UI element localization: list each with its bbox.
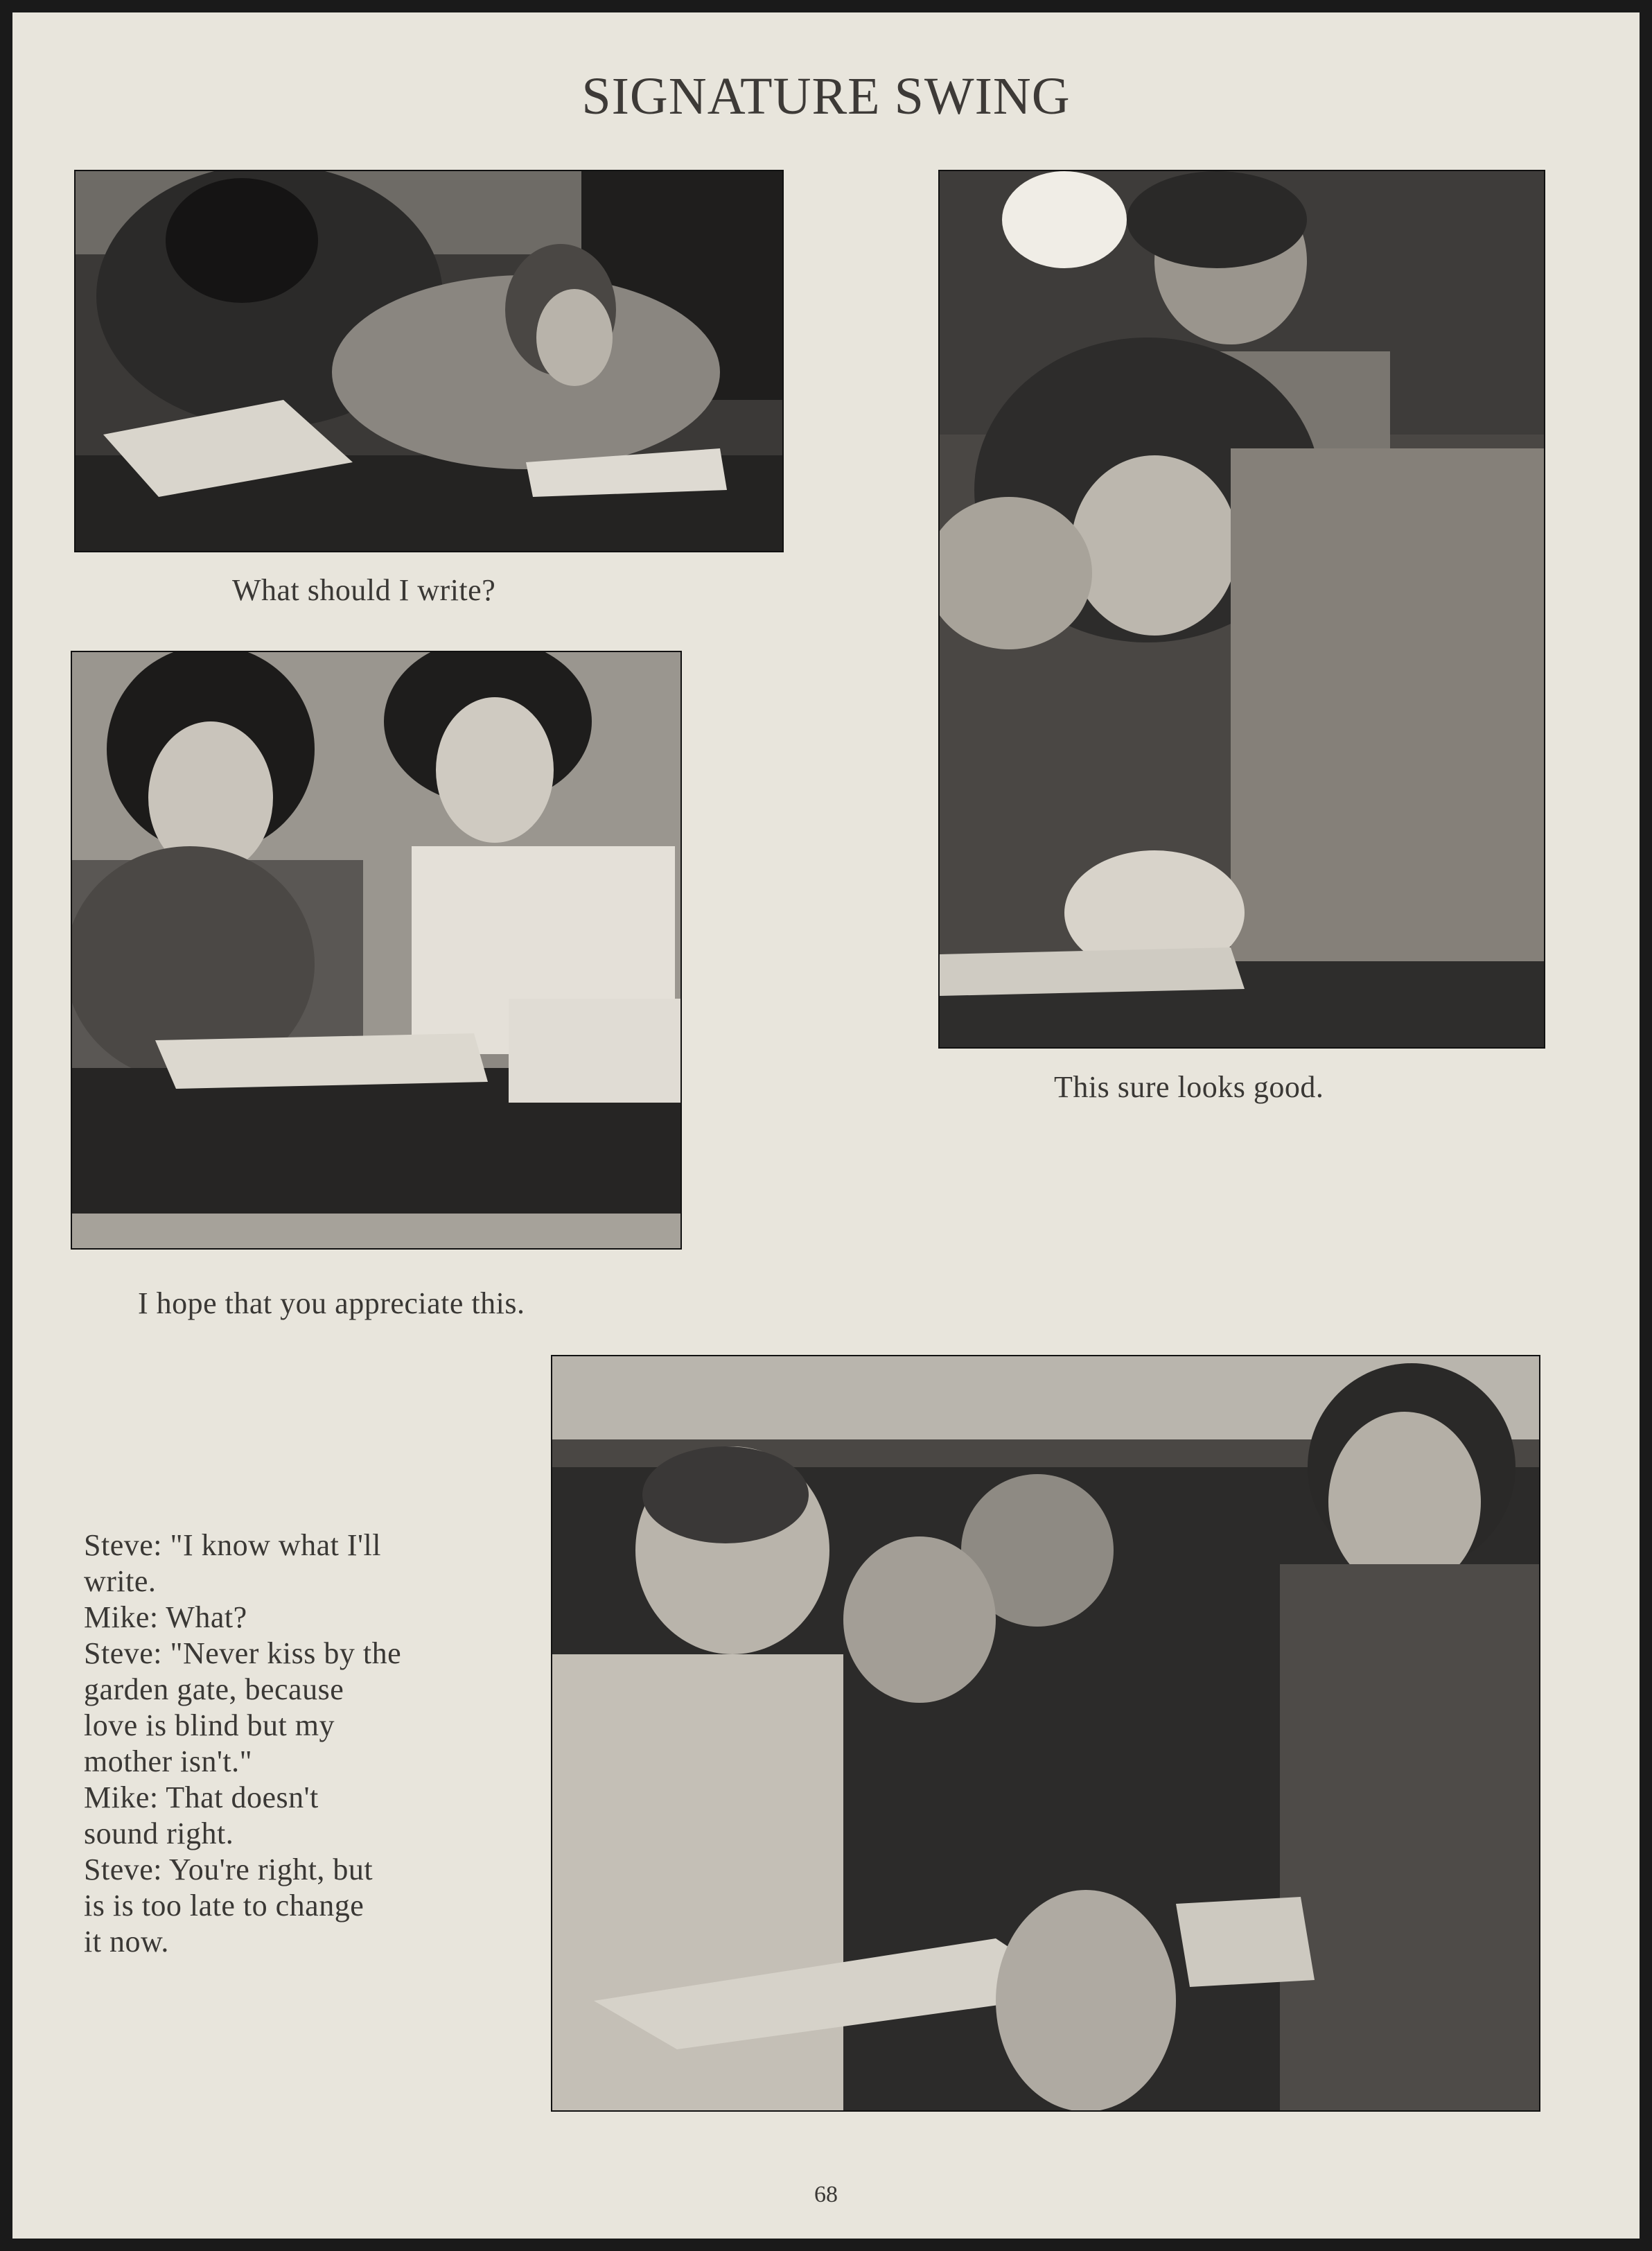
caption-i-hope-you-appreciate: I hope that you appreciate this. bbox=[138, 1286, 525, 1320]
dialogue-line: Steve: "Never kiss by the bbox=[84, 1636, 402, 1670]
photo-students-signing bbox=[938, 170, 1545, 1049]
dialogue-line: Steve: "I know what I'll bbox=[84, 1528, 381, 1562]
page-title: SIGNATURE SWING bbox=[581, 67, 1071, 125]
dialogue-line: Steve: You're right, but bbox=[84, 1853, 374, 1886]
dialogue-text bbox=[84, 1527, 527, 1960]
dialogue-line: sound right. bbox=[84, 1816, 234, 1850]
dialogue-line: is is too late to change bbox=[84, 1889, 364, 1922]
photo-two-girls-table bbox=[71, 651, 682, 1250]
photo-students-writing bbox=[74, 170, 784, 552]
yearbook-page bbox=[12, 12, 1640, 2239]
dialogue-line: Mike: What? bbox=[84, 1600, 247, 1634]
dialogue-line: mother isn't." bbox=[84, 1744, 253, 1778]
dialogue-line: love is blind but my bbox=[84, 1708, 335, 1742]
caption-what-should-i-write: What should I write? bbox=[232, 573, 496, 607]
dialogue-line: it now. bbox=[84, 1925, 169, 1959]
caption-this-sure-looks-good: This sure looks good. bbox=[1054, 1070, 1324, 1104]
page-number: 68 bbox=[814, 2182, 838, 2207]
photo-group-yearbooks bbox=[551, 1355, 1540, 2112]
dialogue-line: garden gate, because bbox=[84, 1672, 344, 1706]
dialogue-line: Mike: That doesn't bbox=[84, 1780, 319, 1814]
dialogue-line: write. bbox=[84, 1564, 157, 1598]
